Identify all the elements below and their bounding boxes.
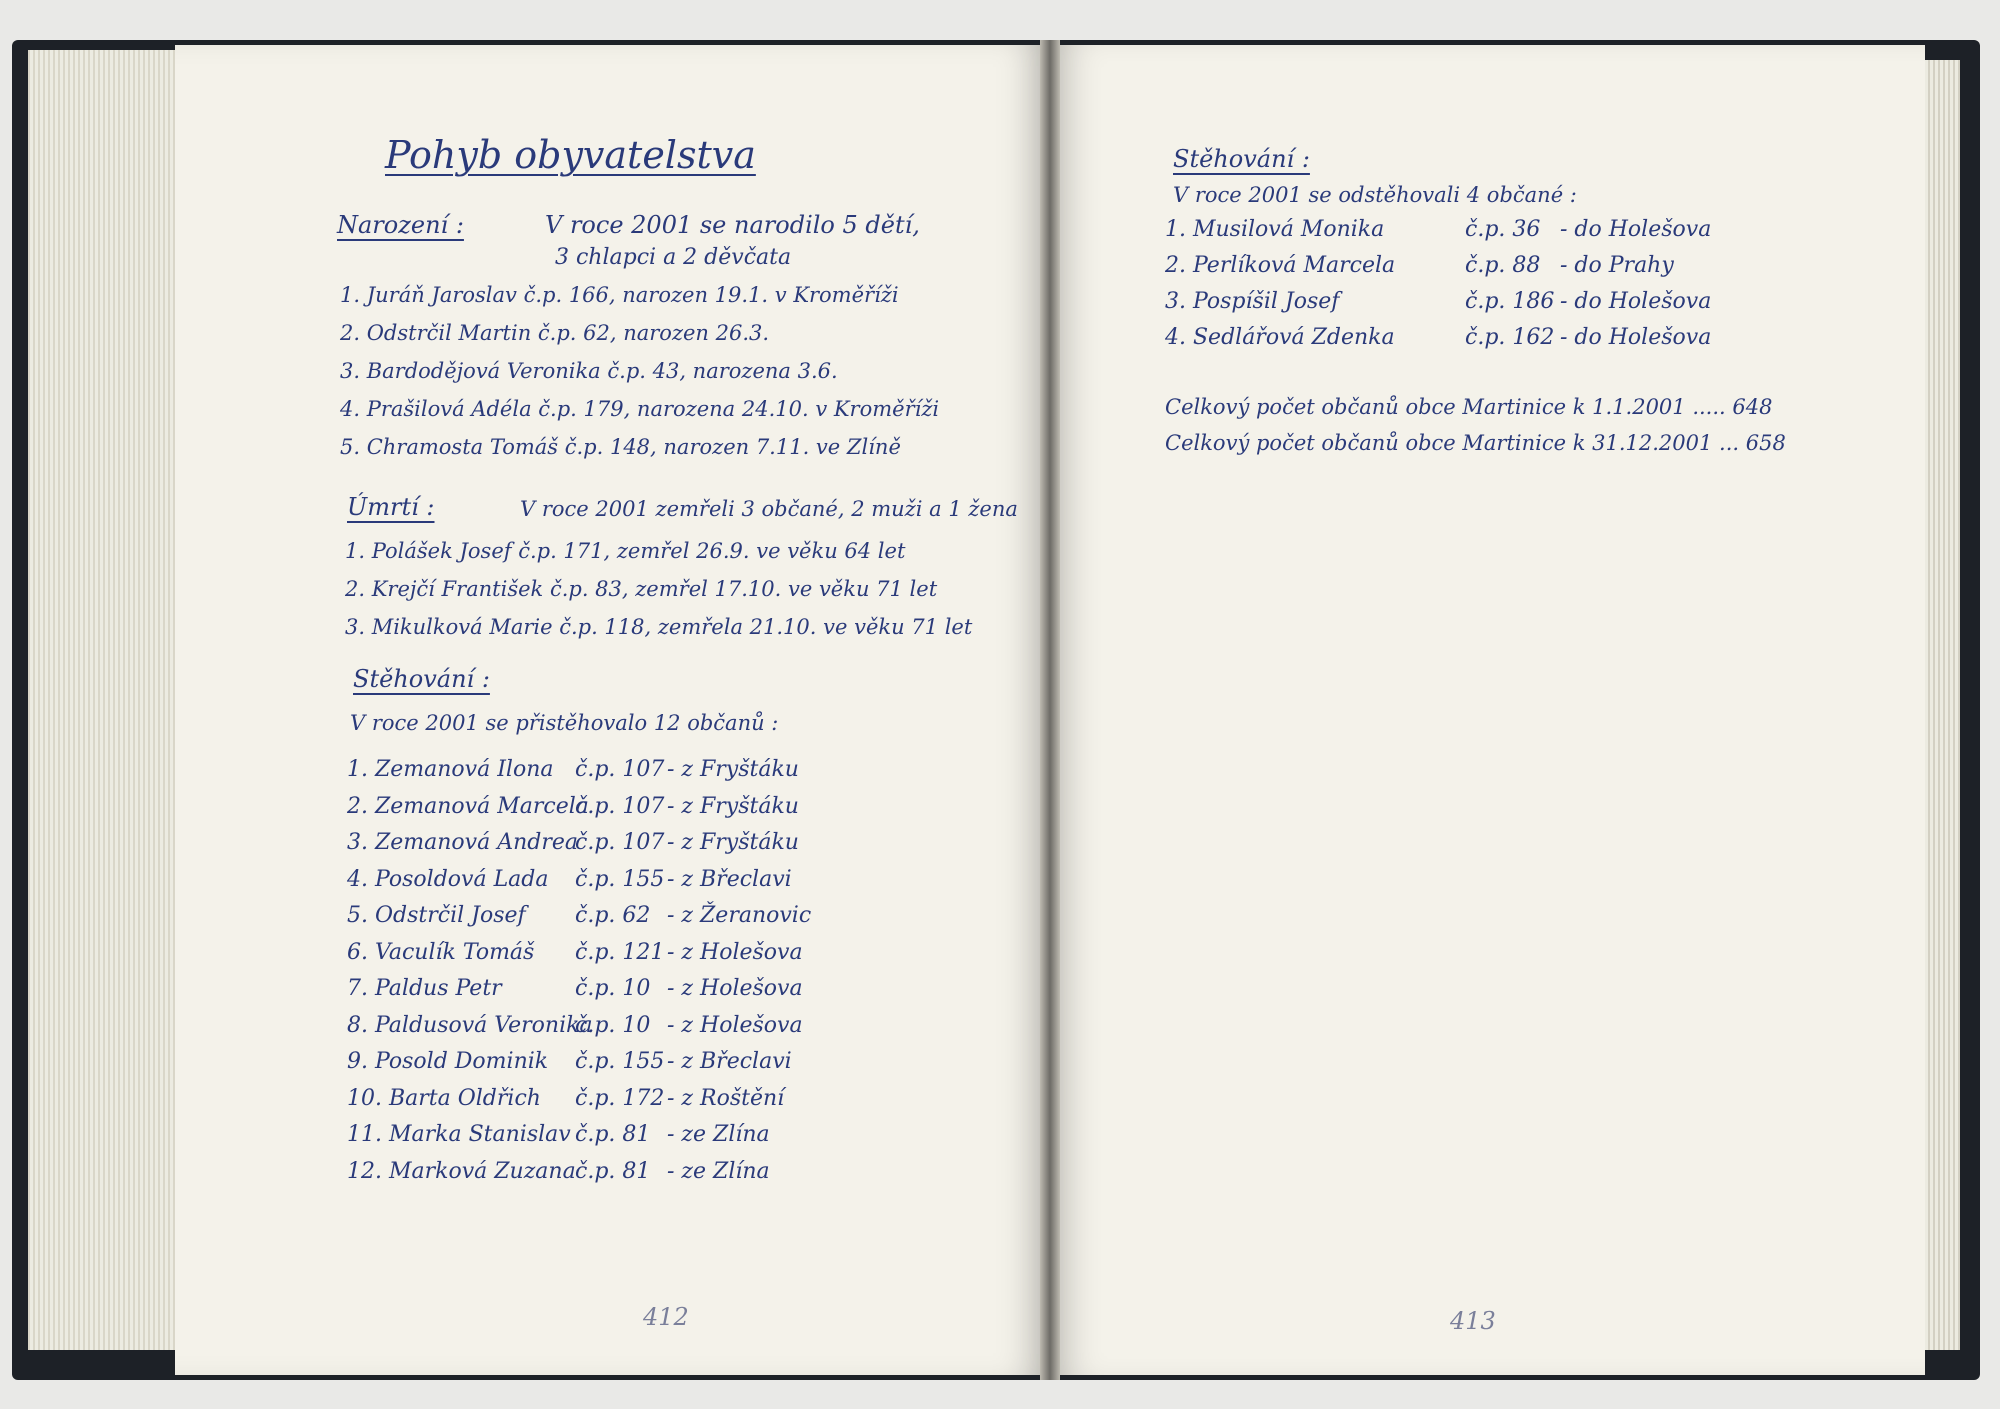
page-number-right: 413 [1450, 1307, 1496, 1335]
house-number: č.p. 81 [575, 1158, 651, 1184]
origin: - z Fryštáku [667, 830, 799, 855]
births-summary: V roce 2001 se narodilo 5 dětí, [545, 211, 920, 239]
person-name: 2. Perlíková Marcela [1165, 253, 1396, 278]
house-number: č.p. 155 [575, 866, 665, 892]
person-name: 12. Marková Zuzana [347, 1158, 576, 1184]
origin: - z Holešova [667, 1012, 803, 1038]
births-row: 1. Juráň Jaroslav č.p. 166, narozen 19.1. v Kroměříži [340, 283, 899, 307]
person-name: 4. Sedlářová Zdenka [1165, 325, 1395, 350]
house-number: č.p. 162 [1465, 325, 1555, 350]
person-name: 3. Pospíšil Josef [1165, 289, 1340, 314]
origin: - ze Zlína [667, 1122, 770, 1147]
house-number: č.p. 121 [575, 939, 665, 965]
origin: - z Fryštáku [667, 793, 799, 819]
house-number: č.p. 81 [575, 1122, 651, 1147]
page-block-edge-left [28, 50, 188, 1350]
person-name: 3. Zemanová Andrea [347, 830, 579, 855]
destination: - do Holešova [1560, 289, 1712, 314]
right-page [1055, 45, 1925, 1375]
origin: - z Holešova [667, 939, 803, 965]
person-name: 10. Barta Oldřich [347, 1085, 541, 1111]
book-gutter [1040, 40, 1060, 1380]
births-summary-2: 3 chlapci a 2 děvčata [555, 245, 792, 270]
person-name: 11. Marka Stanislav [347, 1122, 571, 1147]
person-name: 8. Paldusová Veronika [347, 1012, 593, 1038]
page-number-left: 412 [643, 1303, 689, 1331]
house-number: č.p. 36 [1465, 217, 1541, 242]
person-name: 2. Zemanová Marcela [347, 793, 589, 819]
births-row: 5. Chramosta Tomáš č.p. 148, narozen 7.11. ve Zlíně [340, 435, 901, 459]
destination: - do Holešova [1560, 217, 1712, 242]
house-number: č.p. 172 [575, 1085, 665, 1111]
deaths-summary: V roce 2001 zemřeli 3 občané, 2 muži a 1 žena [520, 497, 1018, 521]
deaths-row: 1. Polášek Josef č.p. 171, zemřel 26.9. ve věku 64 let [345, 539, 906, 563]
moves-out-summary: V roce 2001 se odstěhovali 4 občané : [1173, 183, 1577, 207]
deaths-row: 2. Krejčí František č.p. 83, zemřel 17.10. ve věku 71 let [345, 577, 938, 601]
origin: - z Fryštáku [667, 757, 799, 782]
house-number: č.p. 186 [1465, 289, 1555, 314]
left-page [175, 45, 1045, 1375]
destination: - do Prahy [1560, 253, 1674, 278]
house-number: č.p. 107 [575, 830, 665, 855]
origin: - z Břeclavi [667, 1049, 792, 1074]
destination: - do Holešova [1560, 325, 1712, 350]
moves-in-heading: Stěhování : [353, 665, 490, 693]
house-number: č.p. 107 [575, 793, 665, 819]
origin: - z Holešova [667, 976, 803, 1001]
house-number: č.p. 155 [575, 1049, 665, 1074]
house-number: č.p. 107 [575, 757, 665, 782]
deaths-row: 3. Mikulková Marie č.p. 118, zemřela 21.10. ve věku 71 let [345, 615, 973, 639]
origin: - ze Zlína [667, 1158, 770, 1184]
births-row: 4. Prašilová Adéla č.p. 179, narozena 24.10. v Kroměříži [340, 397, 940, 421]
origin: - z Roštění [667, 1085, 785, 1111]
person-name: 5. Odstrčil Josef [347, 903, 526, 928]
moves-in-summary: V roce 2001 se přistěhovalo 12 občanů : [350, 711, 779, 735]
house-number: č.p. 10 [575, 1012, 651, 1038]
house-number: č.p. 10 [575, 976, 651, 1001]
house-number: č.p. 62 [575, 903, 651, 928]
house-number: č.p. 88 [1465, 253, 1541, 278]
births-heading: Narození : [337, 211, 464, 239]
page-block-edge-right [1920, 60, 1960, 1350]
person-name: 1. Zemanová Ilona [347, 757, 554, 782]
person-name: 9. Posold Dominik [347, 1049, 549, 1074]
total-start-of-year: Celkový počet občanů obce Martinice k 1.1.2001 ..... 648 [1165, 395, 1773, 419]
origin: - z Břeclavi [667, 866, 792, 892]
page-title: Pohyb obyvatelstva [385, 133, 756, 177]
person-name: 1. Musilová Monika [1165, 217, 1385, 242]
person-name: 7. Paldus Petr [347, 976, 502, 1001]
births-row: 2. Odstrčil Martin č.p. 62, narozen 26.3. [340, 321, 770, 345]
person-name: 4. Posoldová Lada [347, 866, 549, 892]
origin: - z Žeranovic [667, 903, 812, 928]
deaths-heading: Úmrtí : [347, 493, 435, 521]
moves-out-heading: Stěhování : [1173, 145, 1310, 173]
person-name: 6. Vaculík Tomáš [347, 939, 535, 965]
births-row: 3. Bardodějová Veronika č.p. 43, narozena 3.6. [340, 359, 838, 383]
total-end-of-year: Celkový počet občanů obce Martinice k 31.12.2001 ... 658 [1165, 431, 1786, 455]
